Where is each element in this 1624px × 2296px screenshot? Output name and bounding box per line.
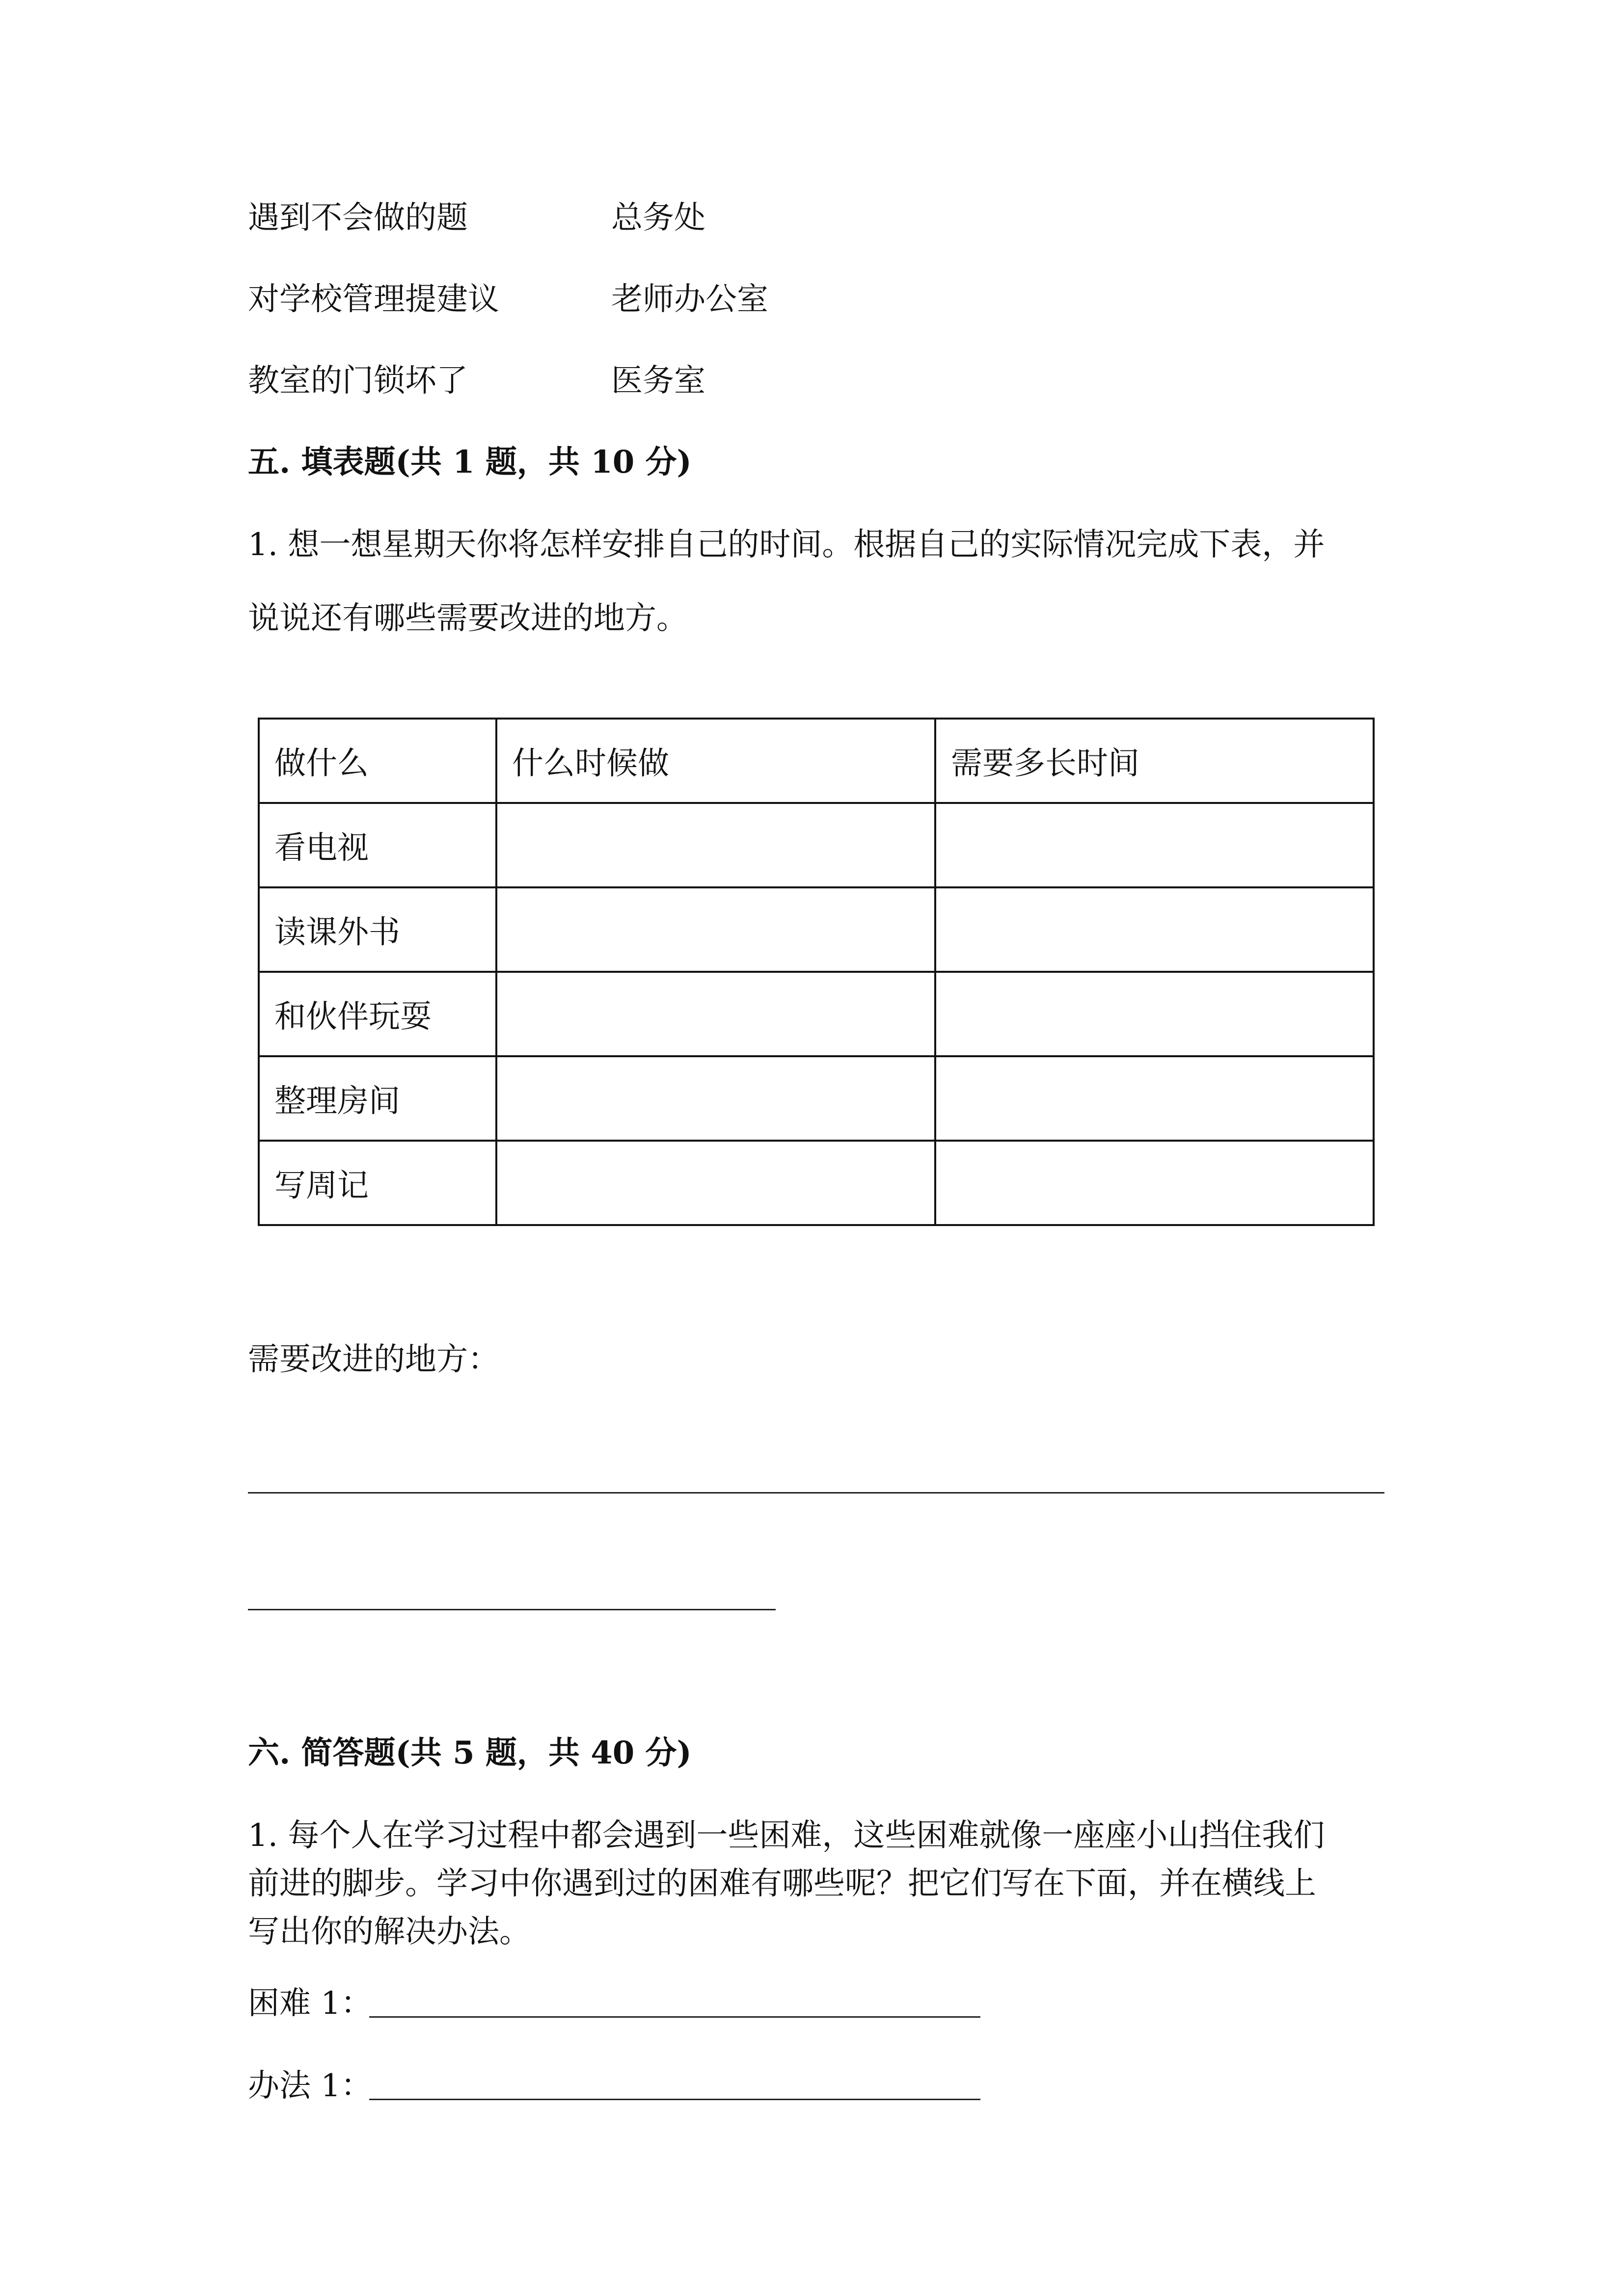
table-cell-duration[interactable] [935, 1141, 1374, 1225]
question-text-line: 1. 想一想星期天你将怎样安排自己的时间。根据自己的实际情况完成下表，并 [248, 527, 1325, 563]
section-heading-short-answer: 六. 简答题(共 5 题，共 40 分) [248, 1735, 692, 1771]
table-row [259, 887, 1374, 972]
table-header-cell: 需要多长时间 [935, 719, 1374, 803]
table-cell-activity: 写周记 [259, 1141, 496, 1225]
table-cell-when[interactable] [496, 1056, 935, 1141]
solution-answer-line[interactable] [369, 2099, 980, 2100]
table-cell-when[interactable] [496, 887, 935, 972]
table-row [259, 972, 1374, 1056]
difficulty-answer-line[interactable] [369, 2016, 980, 2018]
matching-item-right-3: 医务室 [611, 363, 705, 399]
table-cell-activity: 和伙伴玩耍 [259, 972, 496, 1056]
table-row [259, 1056, 1374, 1141]
matching-item-left-3: 教室的门锁坏了 [248, 363, 468, 399]
improvement-label: 需要改进的地方： [248, 1341, 499, 1378]
table-cell-duration[interactable] [935, 887, 1374, 972]
matching-item-right-1: 总务处 [611, 200, 705, 236]
table-cell-when[interactable] [496, 803, 935, 887]
table-cell-duration[interactable] [935, 972, 1374, 1056]
table-header-cell: 什么时候做 [496, 719, 935, 803]
table-cell-when[interactable] [496, 972, 935, 1056]
answer-line[interactable] [248, 1609, 776, 1610]
matching-item-left-1: 遇到不会做的题 [248, 200, 468, 236]
difficulty-label: 困难 1： [248, 1985, 373, 2022]
table-cell-activity: 看电视 [259, 803, 496, 887]
table-row [259, 1141, 1374, 1225]
schedule-table [258, 718, 1375, 1226]
question-text-line: 写出你的解决办法。 [248, 1914, 531, 1950]
table-cell-duration[interactable] [935, 1056, 1374, 1141]
table-cell-activity: 读课外书 [259, 887, 496, 972]
section-heading-fill-table: 五. 填表题(共 1 题，共 10 分) [248, 444, 692, 481]
matching-item-left-2: 对学校管理提建议 [248, 281, 499, 318]
answer-line[interactable] [248, 1492, 1384, 1494]
matching-item-right-2: 老师办公室 [611, 281, 768, 318]
table-cell-duration[interactable] [935, 803, 1374, 887]
table-cell-when[interactable] [496, 1141, 935, 1225]
table-header-row [259, 719, 1374, 803]
table-header-cell: 做什么 [259, 719, 496, 803]
solution-label: 办法 1： [248, 2068, 373, 2104]
question-text-line: 说说还有哪些需要改进的地方。 [248, 600, 688, 637]
table-row [259, 803, 1374, 887]
question-text-line: 1. 每个人在学习过程中都会遇到一些困难，这些困难就像一座座小山挡住我们 [248, 1817, 1325, 1854]
table-cell-activity: 整理房间 [259, 1056, 496, 1141]
question-text-line: 前进的脚步。学习中你遇到过的困难有哪些呢？把它们写在下面，并在横线上 [248, 1866, 1316, 1902]
